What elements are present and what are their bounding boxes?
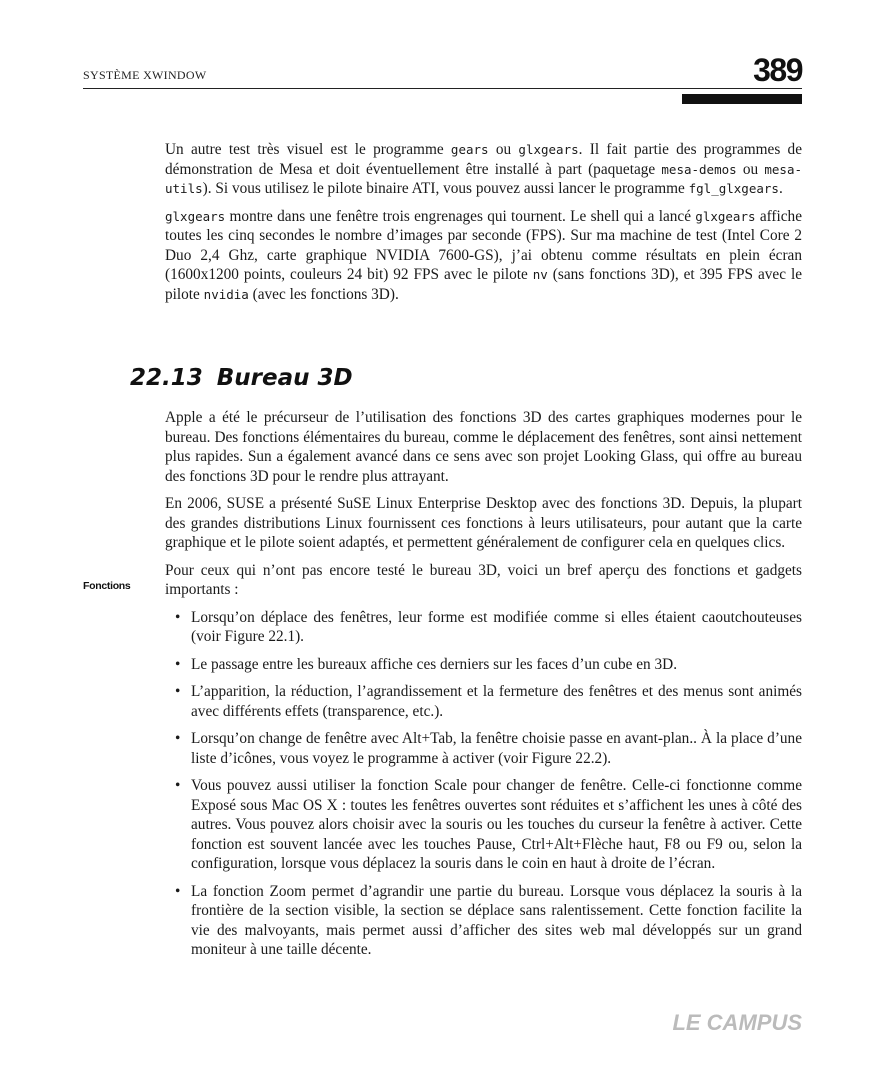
paragraph: Pour ceux qui n’ont pas encore testé le bureau 3D, voici un bref aperçu des fonctions et gadgets importants :: [165, 561, 802, 598]
section-body: [165, 408, 802, 968]
code-mesa-utils: mesa-utils: [165, 161, 803, 196]
header-bar: [682, 94, 802, 104]
page-number: 389: [753, 52, 802, 88]
text-run: ou: [488, 141, 519, 158]
list-item: • Le passage entre les bureaux affiche ces derniers sur les faces d’un cube en 3D.: [165, 655, 802, 675]
code-mesa-demos: mesa-demos: [661, 161, 737, 177]
text-run: Un autre test très visuel est le programme: [165, 141, 451, 158]
chapter-title: [83, 67, 207, 84]
code-glxgears: glxgears: [165, 208, 226, 224]
margin-note: Fonctions: [83, 580, 131, 592]
text-run: . Il fait partie des programmes de démonstration de Mesa et doit éventuellement être installé à part (paquetage: [165, 141, 802, 178]
paragraph: [165, 207, 802, 305]
code-nvidia: nvidia: [203, 286, 249, 302]
list-item: • Lorsqu’on change de fenêtre avec Alt+Tab, la fenêtre choisie passe en avant-plan.. À la place d’une liste d’icônes, vous voyez le programme à activer (voir Figure 22.2).: [165, 729, 802, 768]
list-item: • La fonction Zoom permet d’agrandir une partie du bureau. Lorsque vous déplacez la souris à la frontière de la section visible, la section se déplace sans ralentissement. Cette fonction facilite la vie des malvoyants, mais permet aussi d’afficher des sites web mal développés sur un grand moniteur à une taille décente.: [165, 882, 802, 960]
publisher-logo: LE CAMPUS: [672, 1010, 802, 1035]
section-heading: [130, 365, 353, 391]
section-title: Bureau 3D: [216, 365, 353, 391]
paragraph: [165, 140, 802, 199]
text-run: affiche toutes les cinq secondes le nombre d’images par seconde (FPS). Sur ma machine de test (Intel Core 2 Duo 2,4 Ghz, carte graphique NVIDIA 7600-GS), j’ai obtenu comme résultats en plein écran (1600x1200 points, couleurs 24 bit) 92 FPS avec le pilote: [165, 207, 802, 283]
text-run: ou: [736, 160, 765, 178]
intro-text: [165, 140, 802, 312]
text-run: montre dans une fenêtre trois engrenages qui tournent. Le shell qui a lancé: [225, 207, 696, 225]
list-item: • L’apparition, la réduction, l’agrandissement et la fermeture des fenêtres et des menus sont animés avec différents effets (transparence, etc.).: [165, 682, 802, 721]
list-item: • Vous pouvez aussi utiliser la fonction Scale pour changer de fenêtre. Celle-ci fonctionne comme Exposé sous Mac OS X : toutes les fenêtres ouvertes sont réduites et s’affichent les unes à côté des autres. Vous pouvez alors choisir avec la souris ou les touches du curseur la fenêtre à activer. Cette fonction est souvent lancée avec les touches Pause, Ctrl+Alt+Flèche haut, F8 ou F9 ou, selon la configuration, lorsque vous déplacez la souris dans le coin en haut à droite de l’écran.: [165, 776, 802, 874]
code-glxgears: glxgears: [518, 142, 579, 157]
section-number: 22.13: [130, 365, 203, 391]
header-rule: [83, 88, 802, 89]
text-run: (avec les fonctions 3D).: [248, 285, 399, 303]
text-run: (sans fonctions 3D), et 395 FPS avec le pilote: [165, 266, 803, 303]
list-item: • Lorsqu’on déplace des fenêtres, leur forme est modifiée comme si elles étaient caoutchouteuses (voir Figure 22.1).: [165, 608, 802, 647]
text-run: .: [778, 180, 783, 197]
code-fgl-glxgears: fgl_glxgears: [688, 181, 779, 196]
code-gears: gears: [450, 142, 489, 157]
paragraph: Apple a été le précurseur de l’utilisation des fonctions 3D des cartes graphiques modernes pour le bureau. Des fonctions élémentaires du bureau, comme le déplacement des fenêtres, sont ainsi nettement plus rapides. Sun a également avancé dans ce sens avec son projet Looking Glass, qui offre au bureau des fonctions 3D pour le rendre plus attrayant.: [165, 409, 802, 485]
bullet-list: [165, 608, 802, 960]
chapter-title-text: SYSTÈME XWINDOW: [83, 68, 207, 82]
text-run: ). Si vous utilisez le pilote binaire ATI, vous pouvez aussi lancer le programme: [202, 180, 689, 197]
code-nv: nv: [532, 267, 548, 282]
paragraph: En 2006, SUSE a présenté SuSE Linux Enterprise Desktop avec des fonctions 3D. Depuis, la plupart des grandes distributions Linux fournissent ces fonctions à leurs utilisateurs, pour autant que la carte graphique et le pilote soient adaptés, et permettent généralement de configurer cela en quelques clics.: [165, 495, 802, 551]
code-glxgears: glxgears: [695, 208, 756, 224]
